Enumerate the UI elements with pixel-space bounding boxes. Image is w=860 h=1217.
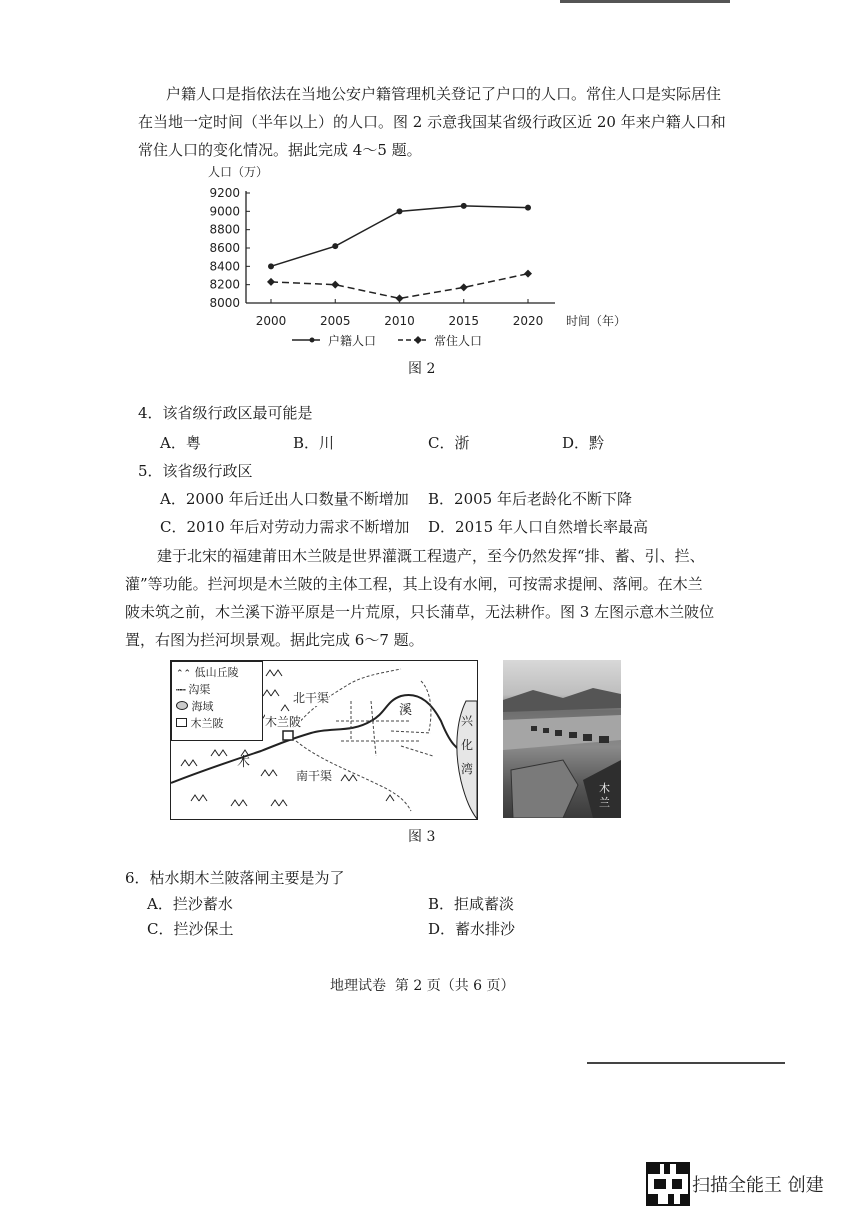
question-4-option-a[interactable]: A．粤 — [160, 434, 201, 452]
data-point-dot — [268, 263, 274, 269]
question-6-stem: 6．枯水期木兰陂落闸主要是为了 — [125, 869, 345, 887]
intro-line: 常住人口的变化情况。据此完成 4～5 题。 — [138, 141, 422, 159]
map-legend — [171, 661, 263, 741]
weir-marker — [283, 731, 293, 740]
question-5-option-d[interactable]: D．2015 年人口自然增长率最高 — [428, 518, 648, 536]
data-point-dot — [332, 243, 338, 249]
x-axis-title: 时间（年） — [566, 314, 627, 328]
y-tick-label: 8000 — [209, 296, 240, 310]
intro-line: 置，右图为拦河坝景观。据此完成 6～7 题。 — [125, 631, 424, 649]
y-tick-label: 9000 — [209, 204, 240, 219]
qr-code-icon — [646, 1162, 690, 1206]
legend-entry-weir: 木兰陂 — [176, 715, 262, 732]
y-tick-label: 8200 — [209, 277, 240, 292]
x-tick-label: 2015 — [448, 314, 480, 328]
data-point-dot — [461, 203, 467, 209]
question-6-option-c[interactable]: C．拦沙保土 — [147, 920, 234, 938]
legend-entry-hills: ⌃⌃ 低山丘陵 — [176, 666, 239, 679]
data-point-diamond — [460, 283, 468, 291]
y-tick-label: 9200 — [209, 186, 240, 200]
scan-edge-line-bottom — [587, 1062, 785, 1064]
question-6-option-d[interactable]: D．蓄水排沙 — [428, 920, 516, 938]
question-6-option-a[interactable]: A．拦沙蓄水 — [147, 895, 233, 913]
photo-mountains — [503, 688, 621, 712]
figure-3-photo — [503, 660, 621, 818]
photo-stone-block — [511, 760, 578, 818]
question-5-option-c[interactable]: C．2010 年后对劳动力需求不断增加 — [160, 518, 410, 536]
data-point-diamond — [396, 294, 404, 302]
question-6-option-b[interactable]: B．拒咸蓄淡 — [428, 895, 515, 913]
legend-label-changzhu: 常住人口 — [434, 334, 483, 348]
legend-key-diamond — [414, 336, 422, 344]
figure-3-map — [170, 660, 478, 820]
y-tick-label: 8400 — [209, 259, 240, 274]
question-4-option-d[interactable]: D．黔 — [562, 434, 605, 452]
data-point-diamond — [331, 281, 339, 289]
data-point-dot — [397, 208, 403, 214]
legend-keys — [290, 330, 520, 350]
photo-sign-text: 木兰 — [599, 782, 610, 809]
legend-label-hukou: 户籍人口 — [328, 334, 377, 348]
page-footer: 地理试卷 第 2 页（共 6 页） — [330, 978, 515, 994]
data-point-diamond — [267, 278, 275, 286]
data-point-diamond — [524, 270, 532, 278]
legend-entry-canal: ┅┅ 沟渠 — [176, 683, 211, 696]
figure-2-caption: 图 2 — [408, 361, 436, 377]
y-tick-label: 8600 — [209, 241, 240, 255]
figure-2-legend — [290, 330, 520, 350]
figure-3-caption: 图 3 — [408, 829, 436, 845]
y-tick-label: 8800 — [209, 222, 240, 237]
series-line-0 — [271, 206, 528, 267]
question-4-option-b[interactable]: B．川 — [293, 434, 335, 452]
x-tick-label: 2020 — [512, 314, 544, 328]
map-label-xinghua-bay: 兴化湾 — [461, 714, 474, 776]
intro-line: 灌”等功能。拦河坝是木兰陂的主体工程，其上设有水闸，可按需求提闸、落闸。在木兰 — [125, 575, 703, 593]
map-label-stream: 溪 — [399, 703, 413, 718]
map-label-north-canal: 北干渠 — [293, 691, 330, 705]
legend-key-dot — [310, 338, 315, 343]
question-5-stem: 5．该省级行政区 — [138, 462, 253, 480]
y-axis-title: 人口（万） — [208, 165, 269, 179]
question-4-stem: 4．该省级行政区最可能是 — [138, 404, 313, 422]
legend-entry-sea: 海域 — [176, 698, 262, 715]
intro-line: 户籍人口是指依法在当地公安户籍管理机关登记了户口的人口。常住人口是实际居住 — [166, 85, 722, 103]
map-label-wood: 木 — [237, 755, 251, 770]
scanner-watermark-text: 扫描全能王 创建 — [692, 1175, 824, 1196]
question-5-option-b[interactable]: B．2005 年后老龄化不断下降 — [428, 490, 632, 508]
data-point-dot — [525, 205, 531, 211]
scan-edge-line — [560, 0, 730, 3]
intro-line: 在当地一定时间（半年以上）的人口。图 2 示意我国某省级行政区近 20 年来户籍人口和 — [138, 113, 726, 131]
map-label-south-canal: 南干渠 — [296, 769, 333, 783]
intro-line: 陂未筑之前，木兰溪下游平原是一片荒原，只长蒲草，无法耕作。图 3 左图示意木兰陂位 — [125, 603, 715, 621]
question-4-option-c[interactable]: C．浙 — [428, 434, 470, 452]
map-label-mulanpi: 木兰陂 — [265, 715, 302, 729]
x-tick-label: 2000 — [255, 314, 287, 328]
x-tick-label: 2010 — [384, 314, 415, 328]
question-5-option-a[interactable]: A．2000 年后迁出人口数量不断增加 — [160, 490, 409, 508]
intro-paragraph-1 — [138, 80, 738, 164]
intro-line: 建于北宋的福建莆田木兰陂是世界灌溉工程遗产，至今仍然发挥“排、蓄、引、拦、 — [157, 547, 705, 565]
x-tick-label: 2005 — [319, 314, 351, 328]
intro-paragraph-2 — [125, 542, 745, 654]
